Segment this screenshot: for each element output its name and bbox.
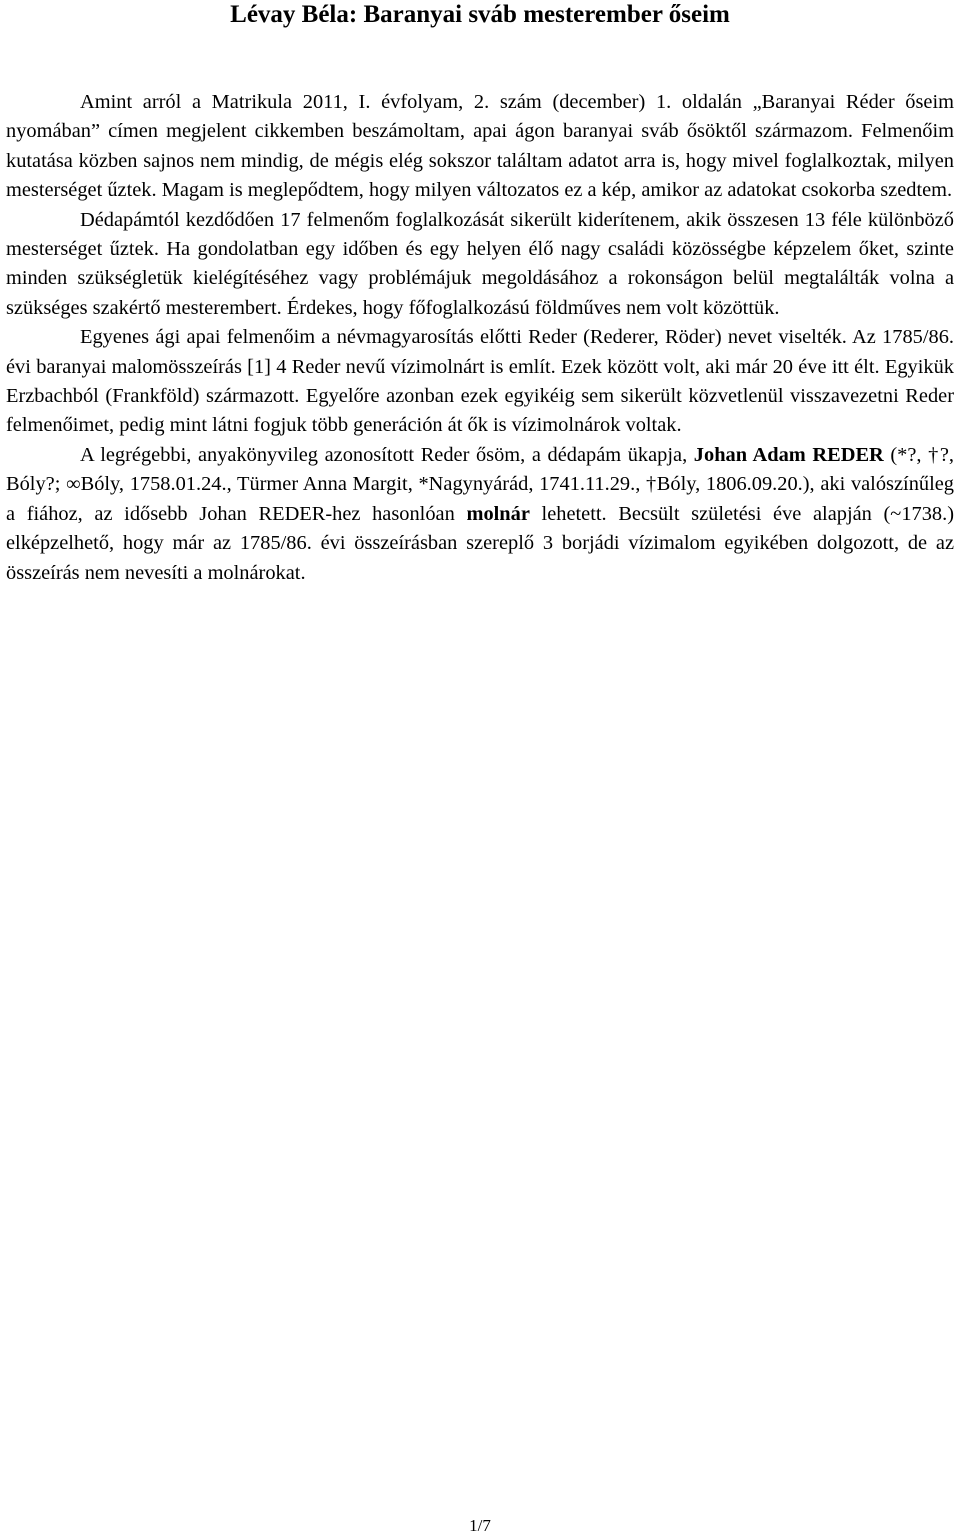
- paragraph-4-text-start: A legrégebbi, anyakönyvileg azonosított Reder ősöm, a dédapám ükapja,: [80, 443, 694, 466]
- paragraph-2: [6, 206, 954, 324]
- page-number: 1/7: [469, 1516, 491, 1535]
- occupation-molnar: molnár: [466, 502, 530, 525]
- paragraph-4-text-end: lehetett. Becsült születési éve alapján (~1738.) elképzelhető, hogy már az 1785/86. évi összeírásban szereplő 3 borjádi vízimalom egyikében dolgozott, de az összeírás nem nevesíti a molnárokat.: [6, 502, 955, 584]
- document-title: Lévay Béla: Baranyai sváb mesterember őseim: [230, 1, 730, 28]
- paragraph-4: [6, 441, 954, 588]
- paragraph-1: [6, 88, 954, 206]
- paragraph-1-text: Amint arról a Matrikula 2011, I. évfolyam, 2. szám (december) 1. oldalán „Baranyai Réder őseim nyomában” címen megjelent cikkemben beszámoltam, apai ágon baranyai sváb ősöktől származom. Felmenőim kutatása közben sajnos nem mindig, de mégis elég sokszor találtam adatot arra is, hogy mivel foglalkoztak, milyen mesterséget űztek. Magam is meglepődtem, hogy milyen változatos ez a kép, amikor az adatokat csokorba szedtem.: [6, 91, 954, 202]
- paragraph-3-text: Egyenes ági apai felmenőim a névmagyarosítás előtti Reder (Rederer, Röder) nevet viselték. Az 1785/86. évi baranyai malomösszeírás [1] 4 Reder nevű vízimolnárt is említ. Ezek között volt, aki már 20 éve itt élt. Egyikük Erzbachból (Frankföld) származott. Egyelőre azonban ezek egyikéig sem sikerült közvetlenül visszavezetni Reder felmenőimet, pedig mint látni fogjuk több generáción át ők is vízimolnárok voltak.: [6, 326, 954, 437]
- paragraph-4-text-middle: (*?, †?, Bóly?; ∞Bóly, 1758.01.24., Türmer Anna Margit, *Nagynyárád, 1741.11.29., †Bóly, 1806.09.20.), aki valószínűleg a fiához, az idősebb Johan REDER-hez hasonlóan: [6, 443, 954, 525]
- ancestor-name: Johan Adam REDER: [693, 443, 884, 466]
- paragraph-2-text: Dédapámtól kezdődően 17 felmenőm foglalkozását sikerült kiderítenem, akik összesen 13 féle különböző mesterséget űztek. Ha gondolatban egy időben és egy helyen élő nagy családi közösségbe képzelem őket, szinte minden szükségletük kielégítéséhez vagy problémájuk megoldásához a rokonságon belül megtalálták volna a szükséges szakértő mesterembert. Érdekes, hogy főfoglalkozású földműves nem volt közöttük.: [6, 208, 954, 319]
- document-body: [6, 88, 954, 588]
- paragraph-3: [6, 323, 954, 441]
